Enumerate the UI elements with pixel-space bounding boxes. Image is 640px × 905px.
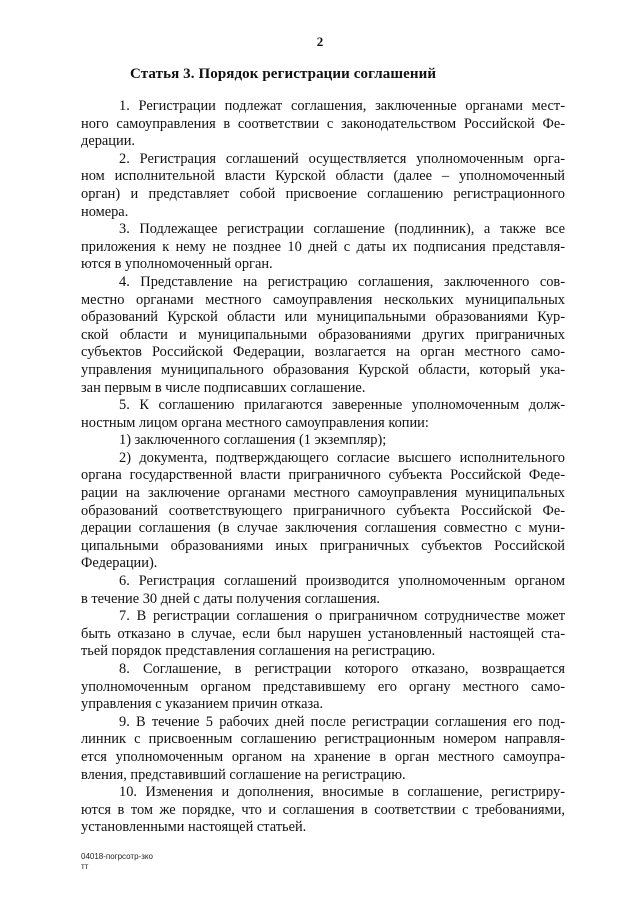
- text-line: дерации.: [81, 133, 135, 150]
- footer-initials: тт: [81, 862, 89, 871]
- document-footer: [81, 852, 153, 872]
- text-line: 5. К соглашению прилагаются заверенные уполномоченным долж-: [119, 397, 565, 414]
- text-line: 7. В регистрации соглашения о приграничном сотрудничестве может: [119, 608, 565, 625]
- text-line: быть отказано в случае, если был нарушен установленный настоящей ста-: [81, 625, 565, 642]
- text-line: 4. Представление на регистрацию соглашения, заключенного сов-: [119, 273, 565, 290]
- text-line: в течение 30 дней с даты получения соглашения.: [81, 590, 381, 607]
- text-line: местно органами местного самоуправления нескольких муниципальных: [81, 291, 565, 308]
- text-line: 8. Соглашение, в регистрации которого отказано, возвращается: [119, 661, 565, 677]
- text-line: орган) и представляет собой присвоение соглашению регистрационного: [81, 185, 565, 202]
- text-line: 3. Подлежащее регистрации соглашение (подлинник), а также все: [119, 221, 565, 238]
- page-number: 2: [316, 34, 324, 49]
- text-line: образований Курской области или муниципальными образованиями Кур-: [81, 309, 565, 326]
- text-line: вления, представивший соглашение на регистрацию.: [81, 766, 406, 783]
- text-line: номера.: [81, 203, 129, 220]
- text-line: управления муниципального образования Курской области, который ука-: [81, 361, 565, 378]
- text-line: установленными настоящей статьей.: [81, 819, 307, 836]
- text-line: 6. Регистрация соглашений производится уполномоченным органом: [119, 573, 565, 590]
- text-line: дерации соглашения (в случае заключения соглашения совместно с муни-: [81, 520, 565, 537]
- text-line: органа государственной власти приграничного субъекта Российской Феде-: [81, 467, 565, 484]
- text-line: ного самоуправления в соответствии с законодательством Российской Фе-: [81, 115, 565, 132]
- text-line: 9. В течение 5 рабочих дней после регистрации соглашения его под-: [119, 713, 565, 730]
- text-line: 1. Регистрации подлежат соглашения, заключенные органами мест-: [119, 98, 565, 114]
- text-line: ской области и муниципальными образованиями других приграничных: [81, 326, 565, 343]
- text-line: 2) документа, подтверждающего согласие высшего исполнительного: [119, 449, 565, 466]
- text-line: 2. Регистрация соглашений осуществляется уполномоченным орга-: [119, 150, 565, 167]
- text-line: рации на заключение органами местного самоуправления муниципальных: [81, 485, 565, 502]
- text-line: тьей порядок представления соглашения на регистрацию.: [81, 643, 436, 660]
- text-line: субъектов Российской Федерации, возлагается на орган местного само-: [81, 344, 565, 361]
- text-line: образований соответствующего приграничного субъекта Российской Фе-: [81, 502, 565, 519]
- text-line: ностным лицом органа местного самоуправления копии:: [81, 414, 429, 431]
- text-line: ются в уполномоченный орган.: [81, 256, 273, 273]
- text-line: Федерации).: [81, 555, 158, 572]
- text-line: ципальными образованиями иных приграничных субъектов Российской: [81, 537, 565, 554]
- text-line: 1) заключенного соглашения (1 экземпляр);: [119, 432, 387, 449]
- text-line: 10. Изменения и дополнения, вносимые в соглашение, регистриру-: [119, 784, 565, 801]
- text-line: ном исполнительной власти Курской области (далее – уполномоченный: [81, 168, 565, 185]
- text-line: зан первым в числе подписавших соглашение.: [81, 379, 366, 396]
- text-line: линник с присвоенным соглашению регистрационным номером направля-: [81, 731, 565, 748]
- text-line: ются в том же порядке, что и соглашения в соответствии с требованиями,: [81, 801, 565, 818]
- article-body: [81, 98, 565, 837]
- text-line: ется уполномоченным органом на хранение в орган местного самоупра-: [81, 748, 565, 765]
- text-line: управления с указанием причин отказа.: [81, 696, 324, 713]
- footer-code: 04018-погрсотр-зко: [81, 852, 153, 861]
- text-line: приложения к нему не позднее 10 дней с даты их подписания представля-: [81, 238, 565, 255]
- article-title: Статья 3. Порядок регистрации соглашений: [130, 66, 437, 82]
- text-line: уполномоченным органом представившему его органу местного само-: [81, 678, 565, 695]
